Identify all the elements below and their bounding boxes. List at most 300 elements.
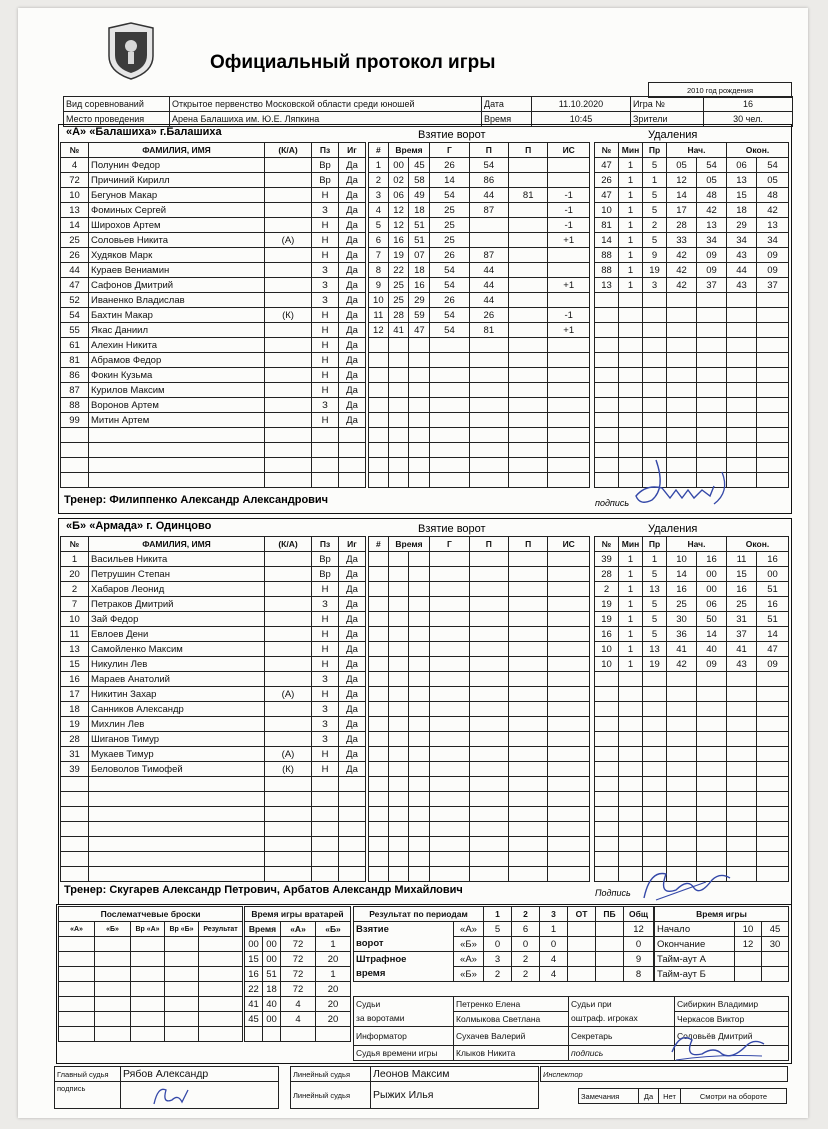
team-b-name: «Б» «Армада» г. Одинцово (66, 520, 212, 532)
player-played: Да (339, 552, 366, 567)
timekeeper: Клыков Никита (454, 1046, 569, 1061)
player-number: 19 (61, 717, 89, 732)
officials-table: Судьи Петренко Елена Судьи при Сибиркин Владимир за воротами Колмыкова Светлана оштраф. игроках Черкасов Виктор Информатор Сухачев Валерий Секретарь Соловьёв Дмитрий Судья времени игры Клыков Никита подпись (353, 996, 789, 1061)
player-played: Да (339, 263, 366, 278)
team-a-sign-label: подпись (595, 498, 630, 508)
player-number: 13 (61, 203, 89, 218)
player-name: Самойленко Максим (89, 642, 265, 657)
player-position: Н (312, 657, 339, 672)
player-name: Кураев Вениамин (89, 263, 265, 278)
player-name: Петрушин Степан (89, 567, 265, 582)
player-row (61, 233, 366, 248)
main-referee-signature (148, 1080, 198, 1110)
time-label: Время (482, 112, 532, 127)
linesmen-table: Линейный судья Леонов Максим Линейный судья Рыжих Илья (290, 1066, 539, 1109)
player-number: 11 (61, 627, 89, 642)
team-a-coach: Тренер: Филиппенко Александр Александрович (64, 494, 329, 506)
goal-row (369, 672, 590, 687)
player-number: 2 (61, 582, 89, 597)
player-name: Худяков Марк (89, 248, 265, 263)
penalty-row: 10 1 5 17 42 18 42 (595, 203, 789, 218)
team-a-name: «А» «Балашиха» г.Балашиха (66, 126, 222, 138)
player-row (61, 218, 366, 233)
player-position: Н (312, 248, 339, 263)
player-number: 87 (61, 383, 89, 398)
player-row (61, 792, 366, 807)
player-row (61, 567, 366, 582)
goal-row (369, 428, 590, 443)
penalty-row: 28 1 5 14 00 15 00 (595, 567, 789, 582)
player-number: 86 (61, 368, 89, 383)
shootout-table: Послематчевые броски «А» «Б» Вр «А» Вр «Б» Результат (58, 906, 243, 1042)
goal-judge-1: Петренко Елена (454, 997, 569, 1012)
player-role (265, 642, 312, 657)
player-number: 47 (61, 278, 89, 293)
player-position: Н (312, 762, 339, 777)
linesman-1: Леонов Максим (371, 1067, 539, 1082)
goal-row (369, 642, 590, 657)
player-row (61, 837, 366, 852)
goal-row (369, 368, 590, 383)
player-position: Н (312, 413, 339, 428)
goal-row: 4 12 18 25 87 -1 (369, 203, 590, 218)
player-played: Да (339, 702, 366, 717)
player-row (61, 672, 366, 687)
goal-row (369, 777, 590, 792)
goal-row: 6 16 51 25 +1 (369, 233, 590, 248)
goal-row (369, 837, 590, 852)
player-name: Мараев Анатолий (89, 672, 265, 687)
player-position: З (312, 732, 339, 747)
player-row (61, 473, 366, 488)
player-row (61, 443, 366, 458)
goal-row: 1 00 45 26 54 (369, 158, 590, 173)
penalty-judge-1: Сибиркин Владимир (675, 997, 789, 1012)
period-results-table: Результат по периодам 1 2 3 ОТ ПБ Общ Взятие «А» 5 6 1 12 ворот «Б» 0 0 0 0 Штрафное «А» 3 2 4 9 время «Б» 2 2 4 8 (353, 906, 654, 982)
penalty-row (595, 353, 789, 368)
player-row (61, 308, 366, 323)
penalty-row: 10 1 13 41 40 41 47 (595, 642, 789, 657)
player-number: 18 (61, 702, 89, 717)
player-role (265, 173, 312, 188)
player-row (61, 188, 366, 203)
penalty-row (595, 837, 789, 852)
player-name: Алехин Никита (89, 338, 265, 353)
goal-row: 8 22 18 54 44 (369, 263, 590, 278)
team-a-roster: № ФАМИЛИЯ, ИМЯ (К/А) Пз Иг 4 Полунин Федор Вр Да 72 Причиний Кирилл Вр Да 10 Бегунов Макар Н Да 13 Фоминых Сергей З Да 14 Широхов Артем Н Да 25 Соловьев Никита (А) Н Да 26 Худяков Марк Н Да 44 Кураев Вениамин З Да 47 Сафонов Дмитрий З Да 52 Иваненко Владислав З Да 54 Бахтин Макар (К) Н Да 55 Якас Даниил Н Да 61 Алехин Никита Н Да 81 Абрамов Федор Н Да 86 Фокин Кузьма Н Да 87 Курилов Максим Н Да 88 Воронов Артем З Да 99 Митин Артем Н Да (60, 142, 366, 488)
team-a-penalties: № Мин Пр Нач. Окон. 47 1 5 05 54 06 54 26 1 1 12 05 13 05 47 1 5 14 48 15 48 10 1 5 17 42 18 42 81 1 2 28 13 29 13 14 1 5 33 34 34 34 88 1 9 42 09 43 09 88 1 19 42 09 44 09 13 1 3 42 37 43 37 (594, 142, 789, 488)
player-played: Да (339, 203, 366, 218)
player-row (61, 413, 366, 428)
game-no-label: Игра № (631, 97, 704, 112)
player-position: Н (312, 218, 339, 233)
goal-row (369, 657, 590, 672)
player-name: Митин Артем (89, 413, 265, 428)
goal-row (369, 687, 590, 702)
spectators-label: Зрители (631, 112, 704, 127)
player-role (265, 582, 312, 597)
player-position: Н (312, 233, 339, 248)
penalty-row (595, 383, 789, 398)
penalty-row (595, 293, 789, 308)
player-role (265, 672, 312, 687)
penalty-row (595, 672, 789, 687)
goal-row (369, 597, 590, 612)
game-no-value: 16 (704, 97, 793, 112)
penalty-row: 47 1 5 05 54 06 54 (595, 158, 789, 173)
goal-row: 11 28 59 54 26 -1 (369, 308, 590, 323)
player-name: Михлин Лев (89, 717, 265, 732)
header-table (63, 96, 793, 127)
player-name: Беловолов Тимофей (89, 762, 265, 777)
goalkeeper-row: 22 18 72 20 (245, 982, 351, 997)
player-row (61, 428, 366, 443)
player-played: Да (339, 732, 366, 747)
player-position: Н (312, 188, 339, 203)
player-role (265, 278, 312, 293)
player-played: Да (339, 383, 366, 398)
player-row (61, 383, 366, 398)
goal-row (369, 473, 590, 488)
player-number: 44 (61, 263, 89, 278)
player-role (265, 368, 312, 383)
goal-row (369, 443, 590, 458)
player-name: Никулин Лев (89, 657, 265, 672)
penalty-row: 19 1 5 25 06 25 16 (595, 597, 789, 612)
player-role (265, 353, 312, 368)
secretary-signature (666, 1026, 770, 1066)
player-played: Да (339, 338, 366, 353)
penalty-row: 13 1 3 42 37 43 37 (595, 278, 789, 293)
player-position: Н (312, 627, 339, 642)
goal-row (369, 792, 590, 807)
penalty-row (595, 687, 789, 702)
player-row (61, 203, 366, 218)
player-row (61, 173, 366, 188)
player-role (265, 338, 312, 353)
player-number: 61 (61, 338, 89, 353)
player-row (61, 458, 366, 473)
player-played: Да (339, 747, 366, 762)
player-played: Да (339, 233, 366, 248)
player-number: 10 (61, 612, 89, 627)
player-played: Да (339, 398, 366, 413)
page-title: Официальный протокол игры (210, 52, 496, 73)
goal-row (369, 582, 590, 597)
penalty-row (595, 338, 789, 353)
player-number: 14 (61, 218, 89, 233)
player-number: 26 (61, 248, 89, 263)
player-name: Фоминых Сергей (89, 203, 265, 218)
penalty-row (595, 308, 789, 323)
venue-label: Место проведения (64, 112, 170, 127)
goal-row (369, 627, 590, 642)
goalkeeper-row: 41 40 4 20 (245, 997, 351, 1012)
penalty-row: 88 1 9 42 09 43 09 (595, 248, 789, 263)
player-played: Да (339, 248, 366, 263)
player-played: Да (339, 582, 366, 597)
protocol-sheet (18, 8, 808, 1118)
player-played: Да (339, 657, 366, 672)
player-role: (К) (265, 308, 312, 323)
player-row (61, 552, 366, 567)
main-referee: Рябов Александр (121, 1067, 279, 1082)
secretary: Соловьёв Дмитрий (675, 1027, 789, 1046)
player-name: Широхов Артем (89, 218, 265, 233)
player-row (61, 323, 366, 338)
player-row (61, 867, 366, 882)
player-played: Да (339, 627, 366, 642)
player-row (61, 657, 366, 672)
player-role (265, 323, 312, 338)
penalty-row: 10 1 19 42 09 43 09 (595, 657, 789, 672)
player-played: Да (339, 642, 366, 657)
penalty-row (595, 413, 789, 428)
player-role (265, 717, 312, 732)
penalty-row (595, 428, 789, 443)
penalty-row: 47 1 5 14 48 15 48 (595, 188, 789, 203)
player-role (265, 263, 312, 278)
player-name: Никитин Захар (89, 687, 265, 702)
player-row (61, 642, 366, 657)
main-referee-table: Главный судья Рябов Александр подпись (54, 1066, 279, 1109)
goal-row: 9 25 16 54 44 +1 (369, 278, 590, 293)
player-position: З (312, 263, 339, 278)
player-number: 39 (61, 762, 89, 777)
player-number: 55 (61, 323, 89, 338)
player-played: Да (339, 293, 366, 308)
team-b-penalties-title: Удаления (648, 523, 698, 535)
time-value: 10:45 (532, 112, 631, 127)
player-name: Санников Александр (89, 702, 265, 717)
goal-row (369, 612, 590, 627)
game-time-table: Время игры Начало 10 45 Окончание 12 30 Тайм-аут А Тайм-аут Б (654, 906, 789, 982)
player-row (61, 582, 366, 597)
player-role (265, 657, 312, 672)
player-number: 99 (61, 413, 89, 428)
player-position: Н (312, 582, 339, 597)
player-row (61, 398, 366, 413)
penalty-row (595, 717, 789, 732)
goal-row (369, 762, 590, 777)
player-played: Да (339, 188, 366, 203)
goal-row (369, 717, 590, 732)
player-played: Да (339, 762, 366, 777)
player-role (265, 597, 312, 612)
player-position: Н (312, 338, 339, 353)
player-name: Абрамов Федор (89, 353, 265, 368)
player-name: Зай Федор (89, 612, 265, 627)
team-a-penalties-title: Удаления (648, 129, 698, 141)
player-number: 7 (61, 597, 89, 612)
player-role: (А) (265, 233, 312, 248)
player-position: Н (312, 323, 339, 338)
player-position: Н (312, 687, 339, 702)
player-role (265, 218, 312, 233)
player-name: Курилов Максим (89, 383, 265, 398)
player-position: Н (312, 353, 339, 368)
player-row (61, 762, 366, 777)
player-row (61, 852, 366, 867)
date-value: 11.10.2020 (532, 97, 631, 112)
player-played: Да (339, 612, 366, 627)
goal-row: 2 02 58 14 86 (369, 173, 590, 188)
player-role (265, 627, 312, 642)
player-name: Хабаров Леонид (89, 582, 265, 597)
penalty-row: 39 1 1 10 16 11 16 (595, 552, 789, 567)
goalkeeper-row: 15 00 72 20 (245, 952, 351, 967)
player-number: 52 (61, 293, 89, 308)
player-name: Мукаев Тимур (89, 747, 265, 762)
player-name: Евлоев Дени (89, 627, 265, 642)
player-number: 25 (61, 233, 89, 248)
player-number: 1 (61, 552, 89, 567)
birth-year-box: 2010 год рождения (648, 82, 792, 98)
player-role (265, 248, 312, 263)
player-row (61, 158, 366, 173)
penalty-row: 19 1 5 30 50 31 51 (595, 612, 789, 627)
player-position: З (312, 672, 339, 687)
player-played: Да (339, 278, 366, 293)
informer: Сухачев Валерий (454, 1027, 569, 1046)
player-role (265, 612, 312, 627)
team-b-penalties: № Мин Пр Нач. Окон. 39 1 1 10 16 11 16 28 1 5 14 00 15 00 2 1 13 16 00 16 51 19 1 5 25 06 25 16 19 1 5 30 50 31 51 16 1 5 36 14 37 14 10 1 13 41 40 41 47 10 1 19 42 09 43 09 (594, 536, 789, 882)
player-row (61, 338, 366, 353)
player-played: Да (339, 567, 366, 582)
venue-value: Арена Балашиха им. Ю.Е. Ляпкина (170, 112, 482, 127)
player-position: Вр (312, 158, 339, 173)
player-position: З (312, 398, 339, 413)
penalty-row: 88 1 19 42 09 44 09 (595, 263, 789, 278)
player-played: Да (339, 597, 366, 612)
goalkeeper-row: 45 00 4 20 (245, 1012, 351, 1027)
player-row (61, 822, 366, 837)
penalty-row (595, 732, 789, 747)
player-row (61, 353, 366, 368)
player-role: (А) (265, 687, 312, 702)
player-role (265, 203, 312, 218)
player-position: Н (312, 368, 339, 383)
player-row (61, 717, 366, 732)
penalty-row (595, 777, 789, 792)
player-played: Да (339, 672, 366, 687)
player-number: 4 (61, 158, 89, 173)
goal-row (369, 383, 590, 398)
penalty-row: 2 1 13 16 00 16 51 (595, 582, 789, 597)
goal-row (369, 398, 590, 413)
remarks-table: Замечания Да Нет Смотри на обороте (578, 1088, 787, 1104)
player-number: 31 (61, 747, 89, 762)
player-row (61, 627, 366, 642)
spectators-value: 30 чел. (704, 112, 793, 127)
goal-row (369, 732, 590, 747)
player-position: З (312, 702, 339, 717)
player-role (265, 552, 312, 567)
player-row (61, 368, 366, 383)
player-row (61, 687, 366, 702)
team-a-goals: # Время Г П П ИС 1 00 45 26 54 2 02 58 14 86 3 06 49 54 44 81 -1 4 12 18 25 87 -1 5 12 51 25 -1 6 16 51 25 +1 7 19 07 26 87 8 22 18 54 44 9 25 16 54 44 +1 10 25 29 26 44 11 28 59 54 26 -1 12 41 47 54 81 +1 (368, 142, 590, 488)
goal-row (369, 338, 590, 353)
penalty-row (595, 762, 789, 777)
player-row (61, 278, 366, 293)
player-name: Сафонов Дмитрий (89, 278, 265, 293)
team-b-roster: № ФАМИЛИЯ, ИМЯ (К/А) Пз Иг 1 Васильев Никита Вр Да 20 Петрушин Степан Вр Да 2 Хабаров Леонид Н Да 7 Петраков Дмитрий З Да 10 Зай Федор Н Да 11 Евлоев Дени Н Да 13 Самойленко Максим Н Да 15 Никулин Лев Н Да 16 Мараев Анатолий З Да 17 Никитин Захар (А) Н Да 18 Санников Александр З Да 19 Михлин Лев З Да 28 Шиганов Тимур З Да 31 Мукаев Тимур (А) Н Да 39 Беловолов Тимофей (К) Н Да (60, 536, 366, 882)
team-b-coach-signature (636, 860, 736, 908)
penalty-row (595, 323, 789, 338)
team-b-coach: Тренер: Скугарев Александр Петрович, Арбатов Александр Михайлович (64, 884, 463, 896)
goal-row (369, 567, 590, 582)
player-role (265, 398, 312, 413)
player-name: Васильев Никита (89, 552, 265, 567)
goal-judge-2: Колмыкова Светлана (454, 1012, 569, 1027)
goal-row (369, 353, 590, 368)
player-played: Да (339, 218, 366, 233)
player-row (61, 702, 366, 717)
player-position: З (312, 293, 339, 308)
inspector-table: Инспектор (540, 1066, 788, 1082)
penalty-row (595, 398, 789, 413)
competition-value: Открытое первенство Московской области среди юношей (170, 97, 482, 112)
penalty-row: 16 1 5 36 14 37 14 (595, 627, 789, 642)
player-number: 13 (61, 642, 89, 657)
goal-row (369, 867, 590, 882)
player-number: 88 (61, 398, 89, 413)
player-role: (К) (265, 762, 312, 777)
goal-row (369, 458, 590, 473)
player-row (61, 612, 366, 627)
player-position: Вр (312, 567, 339, 582)
goal-row: 5 12 51 25 -1 (369, 218, 590, 233)
penalty-judge-2: Черкасов Виктор (675, 1012, 789, 1027)
player-position: Вр (312, 552, 339, 567)
federation-logo-icon (106, 22, 156, 80)
player-played: Да (339, 368, 366, 383)
player-row (61, 807, 366, 822)
goal-row: 7 19 07 26 87 (369, 248, 590, 263)
team-b-goals-title: Взятие ворот (418, 523, 486, 535)
goal-row (369, 852, 590, 867)
team-b-goals: # Время Г П П ИС (368, 536, 590, 882)
player-role (265, 413, 312, 428)
penalty-row (595, 792, 789, 807)
goal-row (369, 552, 590, 567)
player-name: Бахтин Макар (89, 308, 265, 323)
player-row (61, 732, 366, 747)
player-number: 16 (61, 672, 89, 687)
goal-row (369, 702, 590, 717)
player-name: Воронов Артем (89, 398, 265, 413)
player-name: Иваненко Владислав (89, 293, 265, 308)
player-row (61, 263, 366, 278)
linesman-2: Рыжих Илья (371, 1082, 539, 1109)
player-number: 81 (61, 353, 89, 368)
competition-label: Вид соревнований (64, 97, 170, 112)
player-row (61, 747, 366, 762)
player-played: Да (339, 323, 366, 338)
goal-row: 10 25 29 26 44 (369, 293, 590, 308)
goalkeeper-row: 16 51 72 1 (245, 967, 351, 982)
player-role (265, 732, 312, 747)
penalty-row: 26 1 1 12 05 13 05 (595, 173, 789, 188)
player-row (61, 597, 366, 612)
player-played: Да (339, 413, 366, 428)
player-row (61, 777, 366, 792)
player-played: Да (339, 353, 366, 368)
player-number: 10 (61, 188, 89, 203)
player-name: Петраков Дмитрий (89, 597, 265, 612)
team-a-coach-signature (626, 448, 736, 508)
penalty-row: 14 1 5 33 34 34 34 (595, 233, 789, 248)
